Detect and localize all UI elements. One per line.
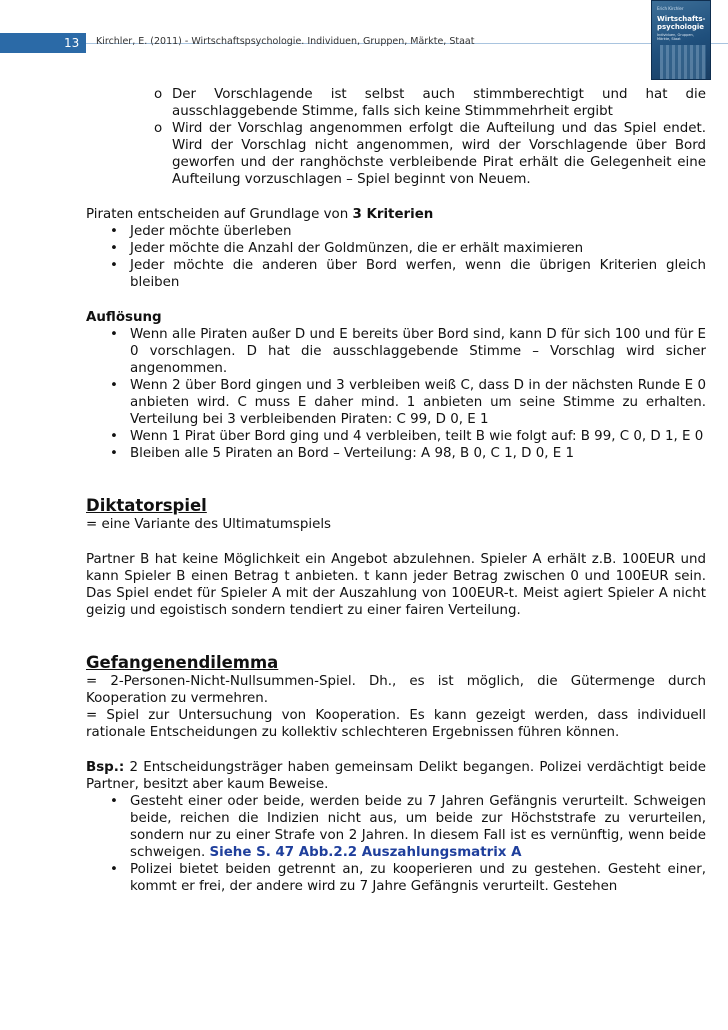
example-text: 2 Entscheidungsträger haben gemeinsam Delikt begangen. Polizei verdächtigt beide Partner, besitzt aber kaum Beweise. xyxy=(86,760,706,792)
solution-item: • Wenn 2 über Bord gingen und 3 verbleiben weiß C, dass D in der nächsten Runde E 0 anbieten wird. C muss E daher mind. 1 anbieten um seine Stimme zu erhalten. Verteilung bei 3 verbleibenden Piraten: C 99, D 0, E 1 xyxy=(106,377,706,428)
dictator-title: Diktatorspiel xyxy=(86,496,207,515)
cover-subtitle: Individuen, Gruppen, Märkte, Staat xyxy=(657,33,694,41)
cover-title-line2: psychologie xyxy=(657,23,705,31)
criteria-intro xyxy=(86,206,706,223)
solution-heading: Auflösung xyxy=(86,310,162,325)
cover-author: Erich Kirchler xyxy=(657,6,684,11)
dictator-body: Partner B hat keine Möglichkeit ein Angebot abzulehnen. Spieler A erhält z.B. 100EUR und kann Spieler B einen Betrag t anbieten. t kann jeder Betrag zwischen 0 und 100EUR sein. Das Spiel endet für Spieler A mit der Auszahlung von 100EUR-t. Meist agiert Spieler A nicht geizig und egoistisch sondern tendiert zu einer fairen Verteilung. xyxy=(86,552,706,618)
prisoners-item: • Polizei bietet beiden getrennt an, zu kooperieren und zu gestehen. Gesteht einer, kommt er frei, der andere wird zu 7 Jahre Gefängnis verurteilt. Gestehen xyxy=(106,861,706,895)
prisoners-item xyxy=(106,793,706,861)
prisoners-definition-1: = 2-Personen-Nicht-Nullsummen-Spiel. Dh., es ist möglich, die Gütermenge durch Kooperation zu vermehren. xyxy=(86,674,706,706)
example-label: Bsp.: xyxy=(86,760,125,775)
criteria-intro-bold: 3 Kriterien xyxy=(352,207,434,222)
solution-list xyxy=(106,326,706,462)
criteria-item: • Jeder möchte die Anzahl der Goldmünzen, die er erhält maximieren xyxy=(106,240,706,257)
solution-item: • Wenn alle Piraten außer D und E bereits über Bord sind, kann D für sich 100 und für E 0 vorschlagen. D hat die ausschlaggebende Stimme – Vorschlag wird sicher angenommen. xyxy=(106,326,706,377)
prisoners-title: Gefangenendilemma xyxy=(86,653,279,672)
cover-title xyxy=(657,15,705,31)
criteria-intro-text: Piraten entscheiden auf Grundlage von xyxy=(86,207,353,222)
cover-title-line1: Wirtschafts- xyxy=(657,15,706,23)
solution-item: • Wenn 1 Pirat über Bord ging und 4 verbleiben, teilt B wie folgt auf: B 99, C 0, D 1, E 0 xyxy=(106,428,706,445)
pirate-rules-list xyxy=(154,86,706,188)
header-citation: Kirchler, E. (2011) - Wirtschaftspsychologie. Individuen, Gruppen, Märkte, Staat xyxy=(96,36,475,47)
book-cover-image xyxy=(651,0,711,80)
page-number: 13 xyxy=(0,33,86,53)
prisoners-item-text: Gesteht einer oder beide, werden beide zu 7 Jahren Gefängnis verurteilt. Schweigen beide, reichen die Indizien nicht aus, um beide zur Höchststrafe zu verurteilen, sondern nur zu einer Strafe von 2 Jahren. In diesem Fall ist es vernünftig, wenn beide schweigen. xyxy=(130,794,706,860)
pirate-rule-item: o Wird der Vorschlag angenommen erfolgt die Aufteilung und das Spiel endet. Wird der Vorschlag nicht angenommen, wird der Vorschlagende über Bord geworfen und der ranghöchste verbleibende Pirat erhält die Gelegenheit eine Aufteilung vorzuschlagen – Spiel beginnt von Neuem. xyxy=(154,120,706,188)
prisoners-list xyxy=(106,793,706,895)
page-content xyxy=(86,86,706,895)
pirate-rule-item: o Der Vorschlagende ist selbst auch stimmberechtigt und hat die ausschlaggebende Stimme, falls sich keine Stimmmehrheit ergibt xyxy=(154,86,706,120)
criteria-item: • Jeder möchte überleben xyxy=(106,223,706,240)
prisoners-definition-2: = Spiel zur Untersuchung von Kooperation. Es kann gezeigt werden, dass individuell rationale Entscheidungen zu kollektiv schlechteren Ergebnissen führen können. xyxy=(86,708,706,740)
solution-item: • Bleiben alle 5 Piraten an Bord – Verteilung: A 98, B 0, C 1, D 0, E 1 xyxy=(106,445,706,462)
prisoners-example xyxy=(86,759,706,793)
dictator-definition: = eine Variante des Ultimatumspiels xyxy=(86,517,332,532)
cover-building-graphic xyxy=(660,45,706,80)
criteria-item: • Jeder möchte die anderen über Bord werfen, wenn die übrigen Kriterien gleich bleiben xyxy=(106,257,706,291)
matrix-reference-link: Siehe S. 47 Abb.2.2 Auszahlungsmatrix A xyxy=(209,845,522,860)
page-header xyxy=(0,30,728,58)
criteria-list xyxy=(106,223,706,291)
